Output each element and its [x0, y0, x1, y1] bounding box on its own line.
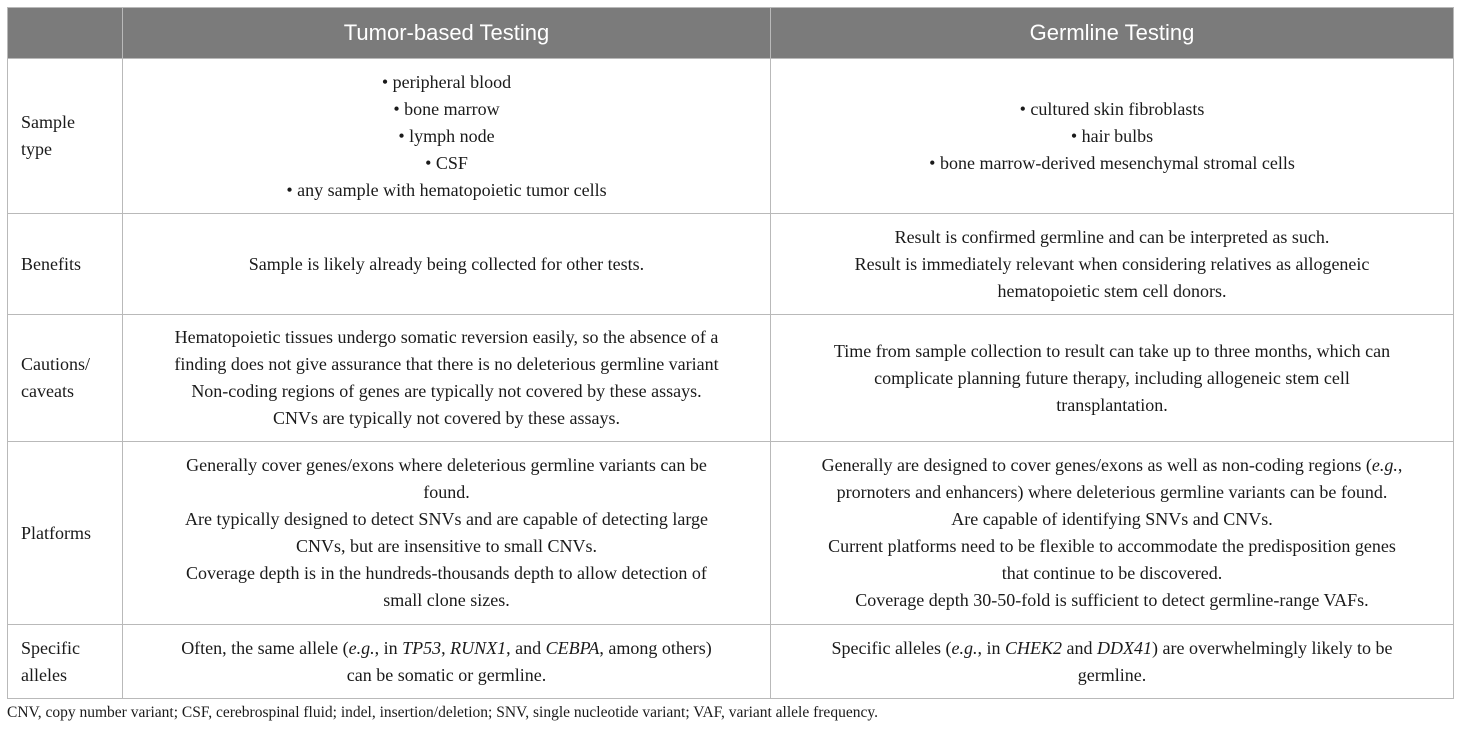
list-item: • hair bulbs	[1070, 125, 1154, 146]
text-line: prornoters and enhancers) where deleterious germline variants can be found.	[836, 482, 1388, 502]
label-line: alleles	[21, 664, 67, 685]
list-item: • bone marrow	[393, 98, 500, 119]
text-segment: and	[1062, 637, 1098, 658]
text-segment: , and	[506, 637, 546, 658]
label-line: Cautions/	[21, 354, 91, 374]
text-segment: ,	[1397, 455, 1403, 475]
row-label	[8, 59, 123, 214]
germline-cell	[771, 59, 1454, 214]
header-germline-testing: Germline Testing	[771, 8, 1454, 59]
germline-cell	[771, 625, 1454, 699]
text-line	[785, 635, 1439, 662]
gene-name: DDX41	[1097, 637, 1153, 658]
italic-eg: e.g.	[951, 637, 978, 658]
text-line: Hematopoietic tissues undergo somatic reversion easily, so the absence of a	[174, 327, 719, 347]
header-row	[8, 8, 1454, 59]
gene-name: TP53	[402, 637, 442, 658]
germline-cell	[771, 214, 1454, 315]
text-segment: Often, the same allele (	[181, 637, 349, 658]
text-line: can be somatic or germline.	[346, 664, 547, 685]
text-segment: , in	[374, 637, 403, 658]
tumor-cell	[123, 214, 771, 315]
text-line: germline.	[1077, 664, 1147, 685]
text-segment: , among others)	[599, 637, 712, 658]
table-row-sample-type	[8, 59, 1454, 214]
text-segment: , in	[977, 637, 1005, 658]
germline-cell	[771, 442, 1454, 625]
text-segment: ,	[441, 637, 451, 658]
table-row-benefits	[8, 214, 1454, 315]
list-item: • cultured skin fibroblasts	[1019, 98, 1205, 119]
label-line: Sample	[21, 112, 75, 132]
gene-name: RUNX1	[450, 637, 507, 658]
text-line: hematopoietic stem cell donors.	[997, 280, 1227, 301]
text-line: Time from sample collection to result can take up to three months, which can	[833, 340, 1391, 361]
text-line: small clone sizes.	[383, 590, 510, 610]
text-line: Result is confirmed germline and can be interpreted as such.	[894, 226, 1330, 247]
text-line: Current platforms need to be flexible to accommodate the predisposition genes	[828, 536, 1396, 556]
tumor-cell	[123, 442, 771, 625]
table-footnote: CNV, copy number variant; CSF, cerebrospinal fluid; indel, insertion/deletion; SNV, single nucleotide variant; VAF, variant allele frequency.	[7, 704, 878, 721]
table-row-specific-alleles	[8, 625, 1454, 699]
text-line: CNVs are typically not covered by these assays.	[273, 408, 620, 428]
gene-name: CEBPA	[545, 637, 600, 658]
text-segment: Generally are designed to cover genes/exons as well as non-coding regions (	[821, 455, 1372, 475]
text-line	[785, 452, 1439, 479]
text-line: Coverage depth is in the hundreds-thousands depth to allow detection of	[186, 563, 707, 583]
text-segment: ) are overwhelmingly likely to be	[1152, 637, 1393, 658]
row-label	[8, 315, 123, 442]
table-row-cautions	[8, 315, 1454, 442]
list-item: • any sample with hematopoietic tumor cells	[286, 179, 607, 200]
tumor-cell	[123, 59, 771, 214]
text-line: found.	[423, 482, 470, 502]
header-tumor-based-testing: Tumor-based Testing	[123, 8, 771, 59]
tumor-cell	[123, 315, 771, 442]
label-line: Benefits	[21, 253, 81, 274]
table-row-platforms	[8, 442, 1454, 625]
row-label	[8, 442, 123, 625]
text-segment: Specific alleles (	[831, 637, 952, 658]
list-item: • bone marrow-derived mesenchymal stromal cells	[929, 152, 1295, 173]
germline-cell	[771, 315, 1454, 442]
text-line: Sample is likely already being collected for other tests.	[248, 253, 645, 274]
label-line: caveats	[21, 381, 74, 401]
text-line: complicate planning future therapy, including allogeneic stem cell	[874, 367, 1350, 388]
comparison-table	[7, 7, 1454, 699]
text-line: Non-coding regions of genes are typically not covered by these assays.	[191, 381, 702, 401]
text-line: Coverage depth 30-50-fold is sufficient to detect germline-range VAFs.	[855, 590, 1369, 610]
text-line: finding does not give assurance that there is no deleterious germline variant	[174, 354, 719, 374]
text-line: CNVs, but are insensitive to small CNVs.	[296, 536, 597, 556]
label-line: type	[21, 139, 52, 159]
list-item: • lymph node	[398, 125, 495, 146]
label-line: Specific	[21, 637, 80, 658]
text-line: that continue to be discovered.	[1001, 563, 1223, 583]
list-item: • CSF	[425, 152, 468, 173]
header-empty-cell	[8, 8, 123, 59]
text-line: Generally cover genes/exons where deleterious germline variants can be	[186, 455, 707, 475]
text-line: Result is immediately relevant when considering relatives as allogeneic	[854, 253, 1370, 274]
text-line: Are typically designed to detect SNVs and are capable of detecting large	[185, 509, 708, 529]
list-item: • peripheral blood	[381, 71, 512, 92]
table-container	[7, 7, 1453, 699]
gene-name: CHEK2	[1005, 637, 1063, 658]
italic-eg: e.g.	[348, 637, 375, 658]
text-line: Are capable of identifying SNVs and CNVs.	[951, 509, 1273, 529]
row-label	[8, 214, 123, 315]
row-label	[8, 625, 123, 699]
text-line	[137, 635, 756, 662]
label-line: Platforms	[21, 522, 91, 543]
text-line: transplantation.	[1056, 394, 1168, 415]
tumor-cell	[123, 625, 771, 699]
italic-eg: e.g.	[1371, 455, 1398, 475]
